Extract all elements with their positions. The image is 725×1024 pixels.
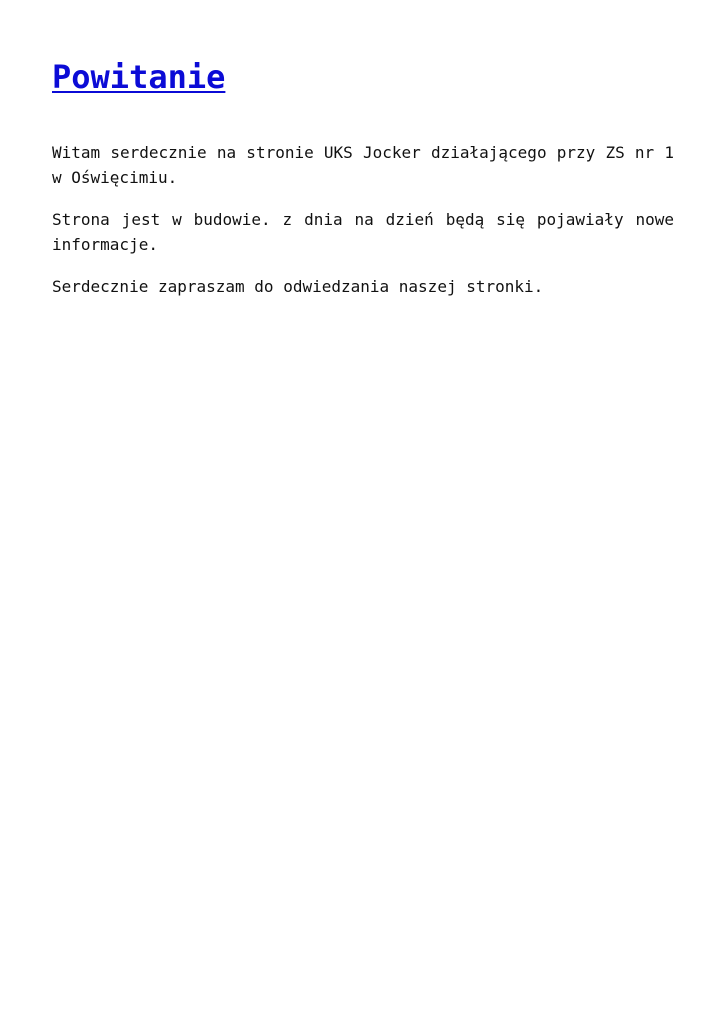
paragraph-invitation: Serdecznie zapraszam do odwiedzania naszej stronki. — [52, 277, 544, 296]
post-content — [52, 140, 674, 316]
post-title-link[interactable]: Powitanie — [52, 58, 226, 96]
paragraph-welcome: Witam serdecznie na stronie UKS Jocker działającego przy ZS nr 1 w Oświęcimiu. — [52, 143, 674, 187]
paragraph-construction: Strona jest w budowie. z dnia na dzień będą się pojawiały nowe informacje. — [52, 210, 674, 254]
